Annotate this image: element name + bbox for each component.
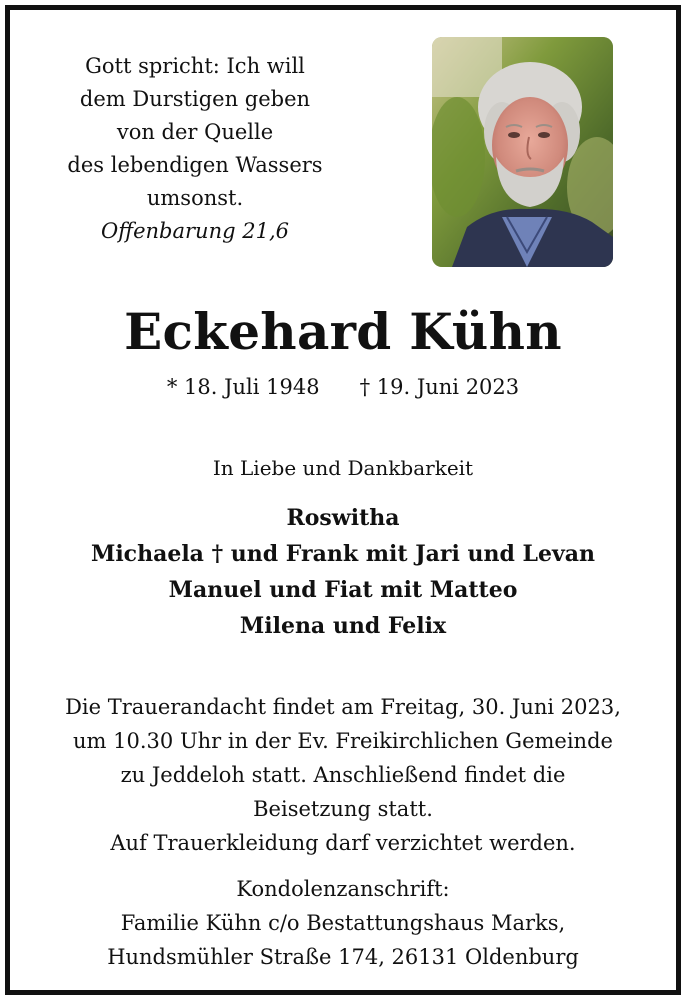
verse-line: des lebendigen Wassers (67, 153, 323, 177)
verse-line: Gott spricht: Ich will (85, 54, 305, 78)
verse-line: dem Durstigen geben (79, 87, 311, 111)
mourner-line: Roswitha (286, 505, 400, 531)
bible-verse (50, 50, 340, 248)
birth-date: * 18. Juli 1948 (166, 375, 320, 399)
notice-line: Die Trauerandacht findet am Freitag, 30. Juni 2023, (65, 695, 621, 719)
address-line: Hundsmühler Straße 174, 26131 Oldenburg (107, 945, 579, 969)
mourners-list (10, 500, 676, 644)
notice-line: Beisetzung statt. (253, 797, 433, 821)
verse-line: von der Quelle (116, 120, 274, 144)
notice-line: um 10.30 Uhr in der Ev. Freikirchlichen Gemeinde (73, 729, 613, 753)
condolence-address (10, 872, 676, 974)
notice-line: zu Jeddeloh statt. Anschließend findet die (120, 763, 566, 787)
deceased-name: Eckehard Kühn (124, 302, 562, 361)
mourner-line: Michaela † und Frank mit Jari und Levan (90, 541, 596, 567)
mourner-line: Milena und Felix (239, 613, 447, 639)
life-dates (10, 372, 676, 402)
funeral-notice (10, 690, 676, 860)
portrait-photo (432, 37, 613, 267)
dedication-line: In Liebe und Dankbarkeit (212, 456, 474, 480)
address-line: Kondolenzanschrift: (236, 877, 450, 901)
portrait-image (432, 37, 613, 267)
address-line: Familie Kühn c/o Bestattungshaus Marks, (120, 911, 566, 935)
verse-line: umsonst. (146, 186, 244, 210)
notice-line: Auf Trauerkleidung darf verzichtet werden. (110, 831, 576, 855)
death-date: † 19. Juni 2023 (359, 375, 520, 399)
obituary-frame (5, 5, 681, 995)
verse-source: Offenbarung 21,6 (101, 219, 289, 243)
mourner-line: Manuel und Fiat mit Matteo (168, 577, 518, 603)
